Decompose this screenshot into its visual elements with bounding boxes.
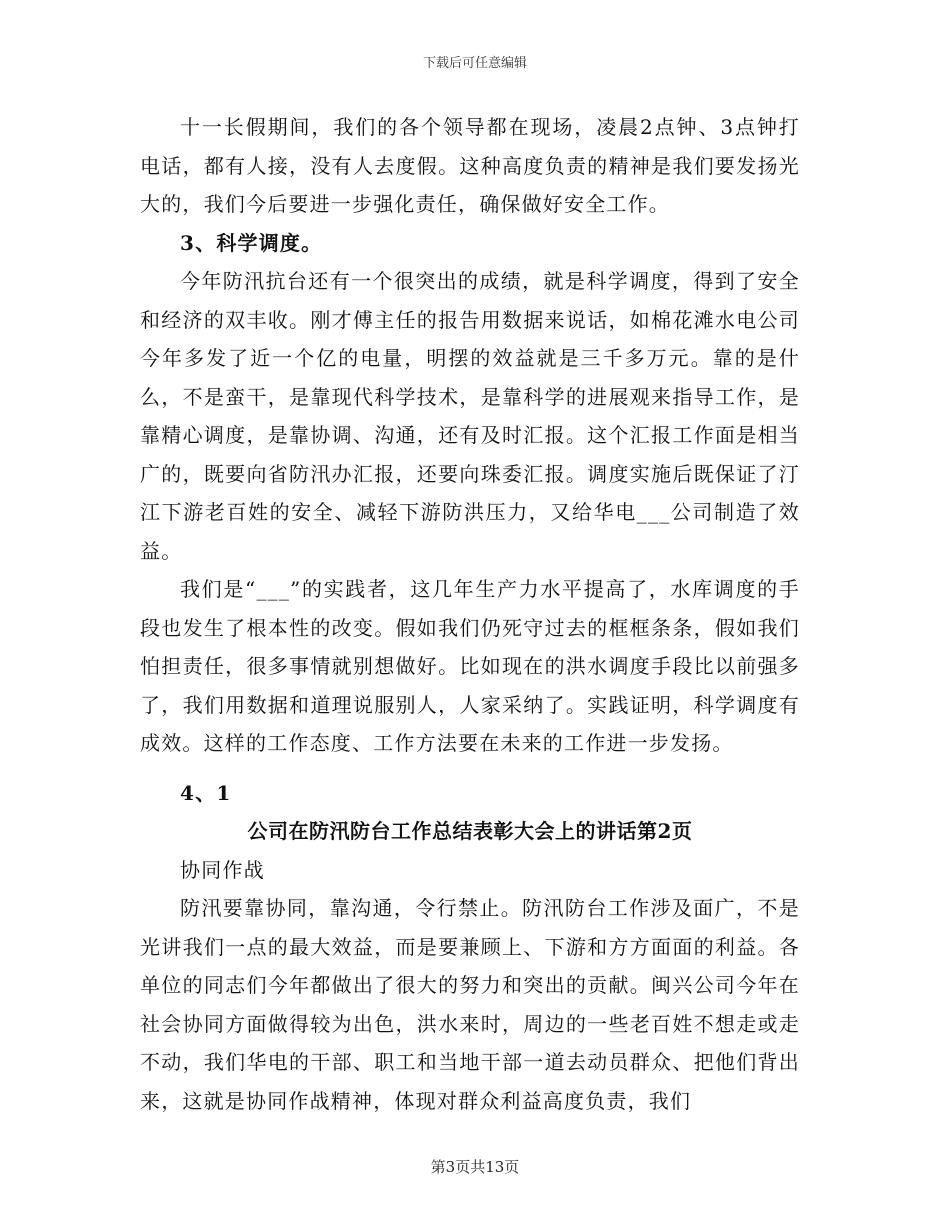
paragraph-cooperation: 防汛要靠协同，靠沟通，令行禁止。防汛防台工作涉及面广，不是光讲我们一点的最大效益，而是要兼顾上、下游和方方面面的利益。各单位的同志们今年都做出了很大的努力和突出的贡献。闽兴公司今年在社会协同方面做得较为出色，洪水来时，周边的一些老百姓不想走或走不动，我们华电的干部、职工和当地干部一道去动员群众、把他们背出来，这就是协同作战精神，体现对群众利益高度负责，我们 (140, 896, 800, 1113)
section-heading-4: 4、1 (180, 780, 232, 805)
section-heading-scientific-dispatch: 3、科学调度。 (180, 230, 323, 255)
document-title: 公司在防汛防台工作总结表彰大会上的讲话第2页 (247, 819, 693, 843)
paragraph-scientific-dispatch: 今年防汛抗台还有一个很突出的成绩，就是科学调度，得到了安全和经济的双丰收。刚才傅主任的报告用数据来说话，如棉花滩水电公司今年多发了近一个亿的电量，明摆的效益就是三千多万元。靠的是什么，不是蛮干，是靠现代科学技术，是靠科学的进展观来指导工作，是靠精心调度，是靠协调、沟通，还有及时汇报。这个汇报工作面是相当广的，既要向省防汛办汇报，还要向珠委汇报。调度实施后既保证了汀江下游老百姓的安全、减轻下游防洪压力，又给华电___公司制造了效益。 (140, 269, 800, 563)
page-number-footer: 第3页共13页 (430, 1158, 520, 1176)
page-header: 下载后可任意编辑 (422, 56, 527, 71)
section-heading-cooperation: 协同作战 (180, 857, 265, 882)
document-body (140, 108, 800, 1120)
paragraph-holiday-duty: 十一长假期间，我们的各个领导都在现场，凌晨2点钟、3点钟打电话，都有人接，没有人去度假。这种高度负责的精神是我们要发扬光大的，我们今后要进一步强化责任，确保做好安全工作。 (140, 115, 800, 216)
paragraph-practice: 我们是“___”的实践者，这几年生产力水平提高了，水库调度的手段也发生了根本性的改变。假如我们仍死守过去的框框条条，假如我们怕担责任，很多事情就别想做好。比如现在的洪水调度手段比以前强多了，我们用数据和道理说服别人，人家采纳了。实践证明，科学调度有成效。这样的工作态度、工作方法要在未来的工作进一步发扬。 (140, 577, 800, 755)
